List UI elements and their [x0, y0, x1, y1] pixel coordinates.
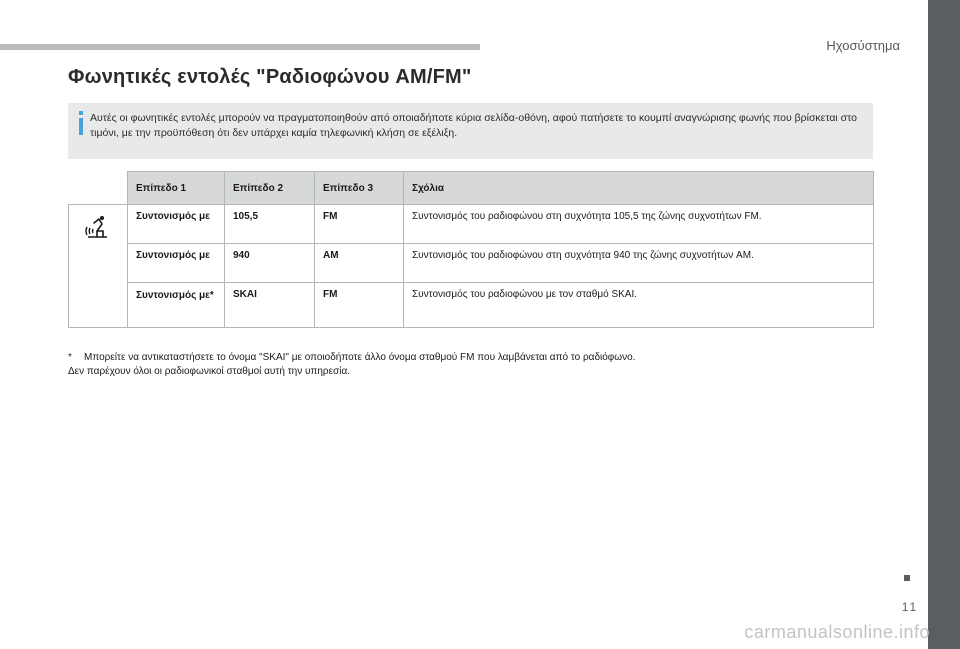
row-1-level1: Συντονισμός με: [128, 205, 225, 244]
page-title: Φωνητικές εντολές "Ραδιοφώνου AM/FM": [68, 66, 472, 88]
table-header-level1: Επίπεδο 1: [128, 172, 225, 205]
row-3-level2: SKAI: [225, 283, 315, 328]
row-1-comment: Συντονισμός του ραδιοφώνου στη συχνότητα 105,5 της ζώνης συχνοτήτων FM.: [404, 205, 874, 244]
section-title: Ηχοσύστημα: [826, 38, 900, 53]
row-2-level2: 940: [225, 244, 315, 283]
row-3-comment: Συντονισμός του ραδιοφώνου με τον σταθμό SKAI.: [404, 283, 874, 328]
footnote-line-1: [68, 351, 868, 365]
table-header-comments: Σχόλια: [404, 172, 874, 205]
row-2-level3: AM: [315, 244, 404, 283]
info-note-text: Αυτές οι φωνητικές εντολές μπορούν να πραγματοποιηθούν από οποιαδήποτε κύρια σελίδα-οθόνη, αφού πατήσετε το κουμπί αναγνώρισης φωνής που βρίσκεται στο τιμόνι, με την προϋπόθεση ότι δεν υπάρχει καμία τηλεφωνική κλήση σε εξέλιξη.: [90, 112, 857, 139]
watermark: carmanualsonline.info: [744, 622, 930, 642]
table-row: [69, 283, 874, 328]
page-sidebar: [928, 0, 960, 649]
info-icon: [78, 111, 84, 135]
voice-command-icon: [69, 205, 128, 328]
row-2-level1: Συντονισμός με: [128, 244, 225, 283]
row-2-comment: Συντονισμός του ραδιοφώνου στη συχνότητα 940 της ζώνης συχνοτήτων AM.: [404, 244, 874, 283]
table-row: [69, 205, 874, 244]
row-1-level2: 105,5: [225, 205, 315, 244]
page-number: 11: [901, 600, 919, 614]
info-note: [68, 103, 873, 159]
footnote-line-2: Δεν παρέχουν όλοι οι ραδιοφωνικοί σταθμοί αυτή την υπηρεσία.: [68, 366, 351, 377]
footnote: [68, 351, 868, 379]
voice-commands-table: [68, 171, 874, 328]
table-header-level2: Επίπεδο 2: [225, 172, 315, 205]
table-header-row: [69, 172, 874, 205]
page-marker: [904, 575, 910, 581]
row-1-level3: FM: [315, 205, 404, 244]
table-header-level3: Επίπεδο 3: [315, 172, 404, 205]
footnote-marker: *: [68, 352, 72, 363]
row-3-level3: FM: [315, 283, 404, 328]
header-rule: [0, 44, 480, 50]
footnote-text-1: Μπορείτε να αντικαταστήσετε το όνομα "SKAI" με οποιοδήποτε άλλο όνομα σταθμού FM που λαμβάνεται από το ραδιόφωνο.: [84, 352, 636, 363]
table-row: [69, 244, 874, 283]
table-header-blank: [69, 172, 128, 205]
row-3-level1: Συντονισμός με*: [128, 283, 225, 328]
